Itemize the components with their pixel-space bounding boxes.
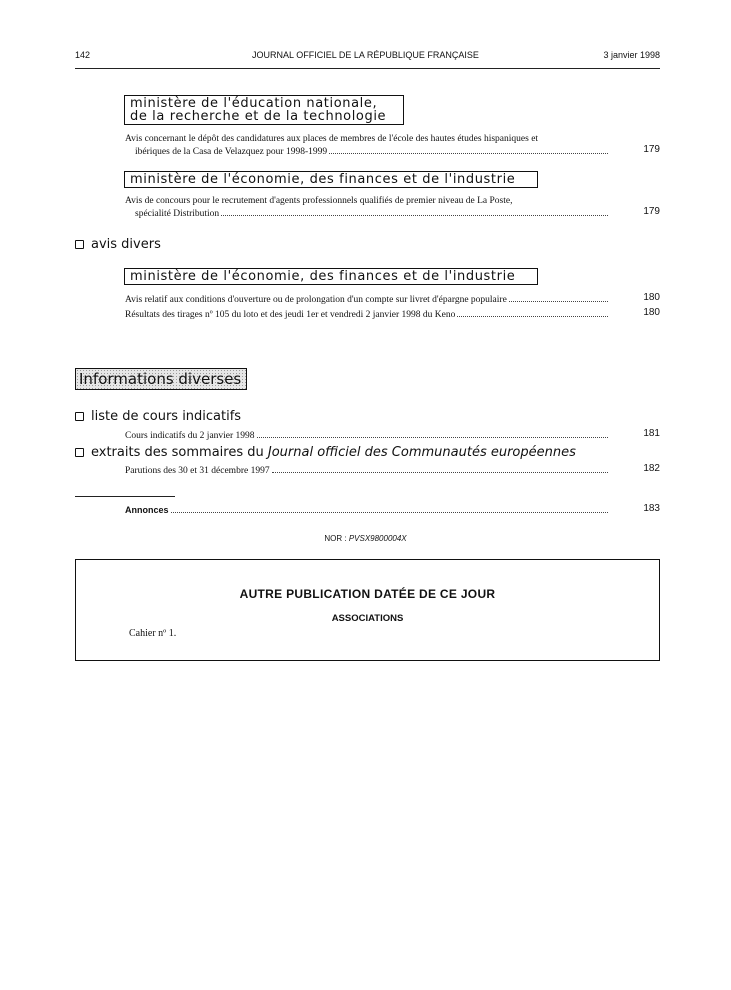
nor-reference	[0, 534, 731, 543]
ministry-name-line1: ministère de l'éducation nationale,	[130, 96, 378, 111]
dot-leader	[509, 293, 608, 302]
section-heading-italic: Journal officiel des Communautés européennes	[267, 445, 576, 460]
page-ref[interactable]: 181	[643, 428, 660, 439]
ministry-name: ministère de l'économie, des finances et de l'industrie	[130, 269, 516, 284]
entry-text-line2: ibériques de la Casa de Velazquez pour 1998-1999	[135, 147, 328, 157]
entry-text: Parutions des 30 et 31 décembre 1997	[125, 466, 270, 476]
section-heading: avis divers	[91, 237, 161, 252]
page-ref[interactable]: 182	[643, 463, 660, 474]
toc-entry-casa-velazquez[interactable]	[125, 134, 610, 158]
page-ref[interactable]: 183	[643, 503, 660, 514]
entry-text: Cours indicatifs du 2 janvier 1998	[125, 431, 255, 441]
ministry-box-economie-avis	[124, 268, 538, 285]
dot-leader	[171, 504, 608, 513]
annonces-rule	[75, 496, 175, 497]
section-extraits-sommaires	[75, 445, 576, 460]
dot-leader	[272, 464, 608, 473]
toc-entry-loto-keno[interactable]	[125, 308, 610, 321]
dot-leader	[457, 308, 608, 317]
entry-text: Avis relatif aux conditions d'ouverture ou de prolongation d'un compte sur livret d'épargne populaire	[125, 295, 507, 305]
nor-label: NOR :	[324, 534, 347, 543]
page-ref[interactable]: 179	[643, 144, 660, 155]
toc-entry-cours-indicatifs[interactable]	[125, 429, 610, 442]
autre-publication-subtitle: ASSOCIATIONS	[331, 613, 404, 624]
page-ref[interactable]: 179	[643, 206, 660, 217]
page-number: 142	[75, 50, 91, 60]
dot-leader	[221, 207, 608, 216]
checkbox-square-icon	[75, 240, 84, 249]
entry-text-line2: spécialité Distribution	[135, 209, 220, 219]
toc-entry-annonces[interactable]	[125, 504, 610, 516]
ministry-name: ministère de l'économie, des finances et de l'industrie	[130, 172, 516, 187]
entry-text: Résultats des tirages nº 105 du loto et des jeudi 1er et vendredi 2 janvier 1998 du Keno	[125, 310, 456, 320]
dot-leader	[329, 145, 608, 154]
header-rule	[75, 68, 660, 69]
checkbox-square-icon	[75, 448, 84, 457]
autre-publication-title: AUTRE PUBLICATION DATÉE DE CE JOUR	[239, 587, 496, 601]
section-heading: liste de cours indicatifs	[91, 409, 242, 424]
section-liste-cours	[75, 409, 241, 424]
dot-leader	[257, 429, 608, 438]
cahier-label: Cahier nº 1.	[129, 628, 177, 639]
toc-entry-parutions[interactable]	[125, 464, 610, 477]
ministry-name-line2: de la recherche et de la technologie	[130, 109, 387, 124]
entry-text: Annonces	[125, 505, 169, 515]
section-heading: extraits des sommaires du	[91, 445, 264, 460]
ministry-box-economie	[124, 171, 538, 188]
checkbox-square-icon	[75, 412, 84, 421]
nor-code: PVSX9800004X	[348, 534, 407, 543]
section-avis-divers	[75, 237, 161, 252]
entry-text-line1: Avis de concours pour le recrutement d'agents professionnels qualifiés de premier niveau de La Poste,	[125, 196, 513, 206]
page-ref[interactable]: 180	[643, 292, 660, 303]
section-title-informations-diverses: Informations diverses	[75, 368, 247, 390]
page-ref[interactable]: 180	[643, 307, 660, 318]
toc-entry-livret-epargne[interactable]	[125, 293, 610, 306]
issue-date: 3 janvier 1998	[603, 50, 660, 60]
journal-title: JOURNAL OFFICIEL DE LA RÉPUBLIQUE FRANÇAISE	[252, 50, 479, 60]
toc-entry-la-poste[interactable]	[125, 196, 610, 220]
autre-publication-box	[75, 559, 660, 661]
ministry-box-education	[124, 95, 404, 125]
entry-text-line1: Avis concernant le dépôt des candidatures aux places de membres de l'école des hautes études hispaniques et	[125, 134, 539, 144]
